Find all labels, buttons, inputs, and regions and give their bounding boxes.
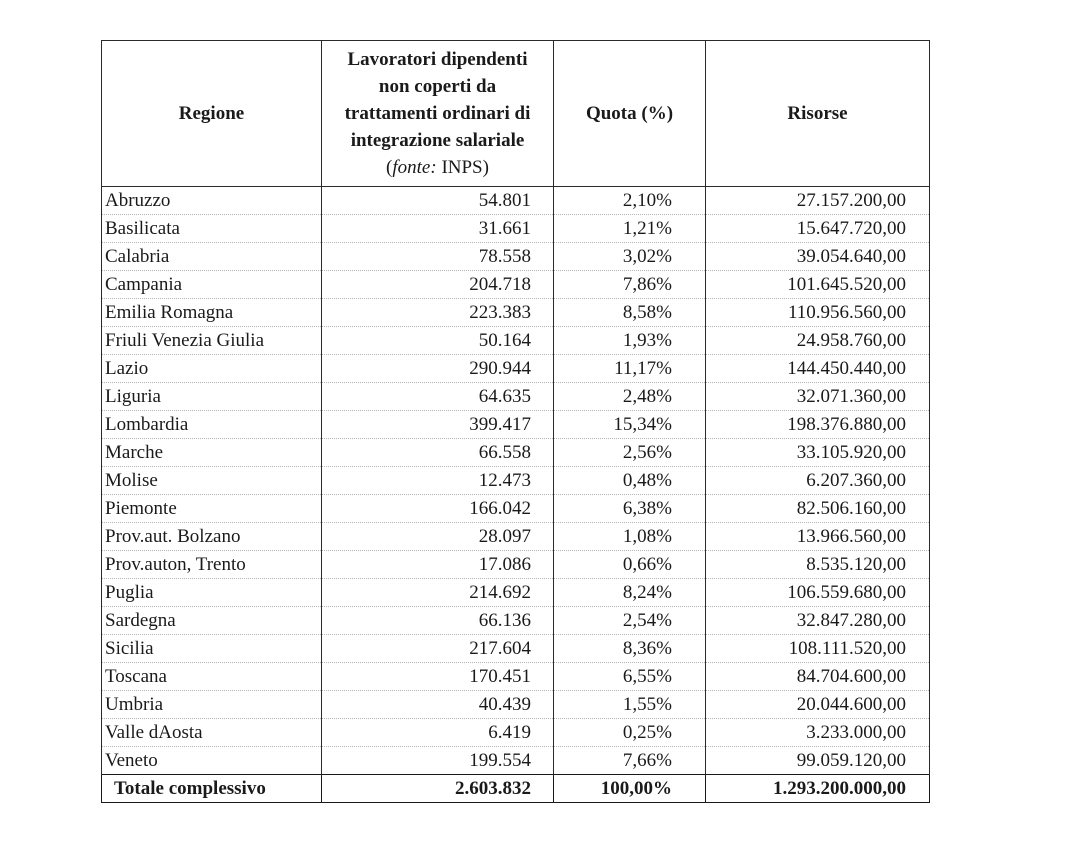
table-row — [102, 719, 930, 747]
risorse-cell: 32.071.360,00 — [706, 383, 930, 411]
lavoratori-cell: 66.558 — [322, 439, 554, 467]
region-cell: Valle dAosta — [102, 719, 322, 747]
quota-cell: 0,48% — [554, 467, 706, 495]
region-cell: Friuli Venezia Giulia — [102, 327, 322, 355]
lavoratori-cell: 170.451 — [322, 663, 554, 691]
risorse-cell: 20.044.600,00 — [706, 691, 930, 719]
risorse-cell: 13.966.560,00 — [706, 523, 930, 551]
quota-cell: 0,25% — [554, 719, 706, 747]
lavoratori-cell: 64.635 — [322, 383, 554, 411]
lavoratori-cell: 66.136 — [322, 607, 554, 635]
header-fonte-value: INPS — [441, 157, 483, 178]
table-body — [102, 187, 930, 775]
table-row — [102, 663, 930, 691]
risorse-cell: 144.450.440,00 — [706, 355, 930, 383]
lavoratori-cell: 204.718 — [322, 271, 554, 299]
table-header-row — [102, 41, 930, 187]
region-cell: Lombardia — [102, 411, 322, 439]
lavoratori-cell: 40.439 — [322, 691, 554, 719]
risorse-cell: 110.956.560,00 — [706, 299, 930, 327]
quota-cell: 11,17% — [554, 355, 706, 383]
region-cell: Lazio — [102, 355, 322, 383]
quota-cell: 0,66% — [554, 551, 706, 579]
table-row — [102, 523, 930, 551]
region-cell: Calabria — [102, 243, 322, 271]
table-row — [102, 691, 930, 719]
lavoratori-cell: 217.604 — [322, 635, 554, 663]
lavoratori-cell: 199.554 — [322, 747, 554, 775]
table-row — [102, 383, 930, 411]
risorse-cell: 15.647.720,00 — [706, 215, 930, 243]
header-quota: Quota (%) — [554, 41, 706, 187]
quota-cell: 8,24% — [554, 579, 706, 607]
table-row — [102, 327, 930, 355]
lavoratori-cell: 12.473 — [322, 467, 554, 495]
risorse-cell: 101.645.520,00 — [706, 271, 930, 299]
table-row — [102, 635, 930, 663]
region-cell: Emilia Romagna — [102, 299, 322, 327]
region-cell: Molise — [102, 467, 322, 495]
region-cell: Veneto — [102, 747, 322, 775]
risorse-cell: 82.506.160,00 — [706, 495, 930, 523]
quota-cell: 6,55% — [554, 663, 706, 691]
risorse-cell: 24.958.760,00 — [706, 327, 930, 355]
table-row — [102, 271, 930, 299]
risorse-cell: 198.376.880,00 — [706, 411, 930, 439]
quota-cell: 6,38% — [554, 495, 706, 523]
quota-cell: 2,48% — [554, 383, 706, 411]
region-cell: Marche — [102, 439, 322, 467]
table-row — [102, 187, 930, 215]
region-cell: Campania — [102, 271, 322, 299]
risorse-cell: 33.105.920,00 — [706, 439, 930, 467]
region-cell: Toscana — [102, 663, 322, 691]
region-cell: Prov.aut. Bolzano — [102, 523, 322, 551]
region-cell: Prov.auton, Trento — [102, 551, 322, 579]
table-row — [102, 467, 930, 495]
region-cell: Piemonte — [102, 495, 322, 523]
lavoratori-cell: 31.661 — [322, 215, 554, 243]
risorse-cell: 32.847.280,00 — [706, 607, 930, 635]
table-row — [102, 579, 930, 607]
header-lavoratori-line4: integrazione salariale — [350, 130, 525, 151]
total-label: Totale complessivo — [102, 775, 322, 803]
lavoratori-cell: 214.692 — [322, 579, 554, 607]
total-row — [102, 775, 930, 803]
total-quota: 100,00% — [554, 775, 706, 803]
header-lavoratori-line3: trattamenti ordinari di — [344, 103, 531, 124]
regional-resources-table — [101, 40, 930, 803]
table-row — [102, 747, 930, 775]
lavoratori-cell: 54.801 — [322, 187, 554, 215]
lavoratori-cell: 50.164 — [322, 327, 554, 355]
lavoratori-cell: 166.042 — [322, 495, 554, 523]
risorse-cell: 99.059.120,00 — [706, 747, 930, 775]
lavoratori-cell: 290.944 — [322, 355, 554, 383]
region-cell: Liguria — [102, 383, 322, 411]
region-cell: Basilicata — [102, 215, 322, 243]
quota-cell: 2,10% — [554, 187, 706, 215]
lavoratori-cell: 28.097 — [322, 523, 554, 551]
region-cell: Puglia — [102, 579, 322, 607]
risorse-cell: 106.559.680,00 — [706, 579, 930, 607]
quota-cell: 8,36% — [554, 635, 706, 663]
lavoratori-cell: 17.086 — [322, 551, 554, 579]
total-lavoratori: 2.603.832 — [322, 775, 554, 803]
table-row — [102, 551, 930, 579]
risorse-cell: 8.535.120,00 — [706, 551, 930, 579]
quota-cell: 1,93% — [554, 327, 706, 355]
region-cell: Sicilia — [102, 635, 322, 663]
table-row — [102, 439, 930, 467]
quota-cell: 15,34% — [554, 411, 706, 439]
table-row — [102, 607, 930, 635]
quota-cell: 1,21% — [554, 215, 706, 243]
risorse-cell: 3.233.000,00 — [706, 719, 930, 747]
region-cell: Sardegna — [102, 607, 322, 635]
quota-cell: 7,86% — [554, 271, 706, 299]
table-row — [102, 299, 930, 327]
region-cell: Abruzzo — [102, 187, 322, 215]
quota-cell: 8,58% — [554, 299, 706, 327]
risorse-cell: 6.207.360,00 — [706, 467, 930, 495]
lavoratori-cell: 78.558 — [322, 243, 554, 271]
risorse-cell: 84.704.600,00 — [706, 663, 930, 691]
table-row — [102, 495, 930, 523]
table-row — [102, 243, 930, 271]
quota-cell: 7,66% — [554, 747, 706, 775]
quota-cell: 2,54% — [554, 607, 706, 635]
quota-cell: 3,02% — [554, 243, 706, 271]
risorse-cell: 39.054.640,00 — [706, 243, 930, 271]
header-regione: Regione — [102, 41, 322, 187]
header-lavoratori-line2: non coperti da — [378, 76, 497, 97]
header-fonte-label: fonte: — [392, 157, 437, 178]
risorse-cell: 108.111.520,00 — [706, 635, 930, 663]
table-row — [102, 411, 930, 439]
lavoratori-cell: 6.419 — [322, 719, 554, 747]
quota-cell: 1,55% — [554, 691, 706, 719]
header-lavoratori-line1: Lavoratori dipendenti — [347, 49, 528, 70]
quota-cell: 2,56% — [554, 439, 706, 467]
table-row — [102, 215, 930, 243]
risorse-cell: 27.157.200,00 — [706, 187, 930, 215]
quota-cell: 1,08% — [554, 523, 706, 551]
total-risorse: 1.293.200.000,00 — [706, 775, 930, 803]
lavoratori-cell: 223.383 — [322, 299, 554, 327]
region-cell: Umbria — [102, 691, 322, 719]
table-row — [102, 355, 930, 383]
header-risorse: Risorse — [706, 41, 930, 187]
header-lavoratori: Lavoratori dipendenti non coperti da trattamenti ordinari di integrazione salariale (fonte: INPS) — [322, 41, 554, 187]
lavoratori-cell: 399.417 — [322, 411, 554, 439]
